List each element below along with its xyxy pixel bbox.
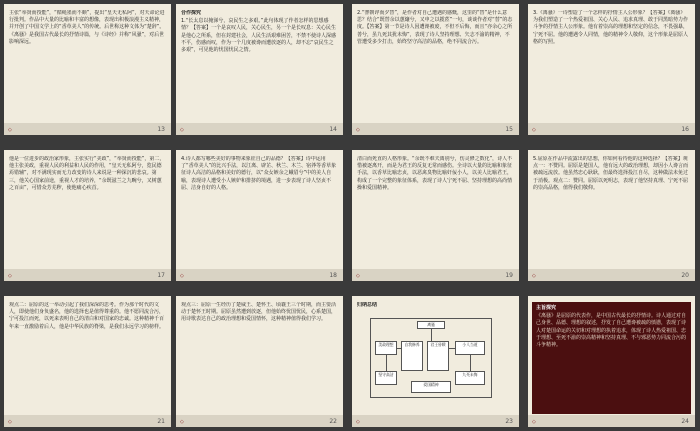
slide-number: 18 [329, 272, 337, 279]
slide-thumbnail-19[interactable] [352, 150, 519, 281]
slide-body-text: 1.“长太息以掩涕兮，哀民生之多艰。”此句体现了作者怎样的思想感情？【答案】一个是哀叹人民，关心民生，另一个是长叹息：关心民生是他心之所系，但在封建社会，人民生活艰难困苦，不禁不使诗人深感不平，伤感而叹，作为一个几度被谗而遭放逐的人，却不忘“哀民生之多艰”，可见他的忧国忧民之情。 [181, 18, 337, 54]
slide-number: 15 [505, 126, 513, 133]
slide-footer [352, 269, 519, 281]
slide-body-text: 观点二：屈原的这一举动引起了我们深深的思考。作为那个时代的文人，即使他们身负盛名，他的选择也是值得尊重的。他不愿同流合污，宁可投江而死，以死来表明自己的清白和对国家的忠诚。这种精神千百年来一直激励着后人，他是中华民族的脊梁，是我们永远学习的榜样。 [9, 302, 165, 330]
slide-marker-icon: ◇ [8, 273, 12, 279]
slide-footer [176, 123, 343, 135]
diagram-box: 离骚 [417, 321, 445, 329]
slide-number: 20 [681, 272, 689, 279]
slide-thumbnail-23[interactable] [352, 296, 519, 427]
slide-footer [176, 269, 343, 281]
diagram-box: 美政理想 [375, 341, 397, 355]
slide-number: 13 [157, 126, 165, 133]
slide-content [9, 156, 166, 268]
slide-thumbnail-20[interactable] [528, 150, 695, 281]
slide-footer [4, 269, 171, 281]
slide-title: 归纳总结 [357, 302, 378, 308]
slide-content [533, 156, 690, 268]
slide-content [9, 302, 166, 414]
slide-thumbnail-17[interactable] [4, 150, 171, 281]
slide-footer [528, 415, 695, 427]
summary-diagram [370, 318, 492, 398]
diagram-connector [397, 348, 401, 349]
slide-marker-icon: ◇ [356, 419, 360, 425]
slide-thumbnail-15[interactable] [352, 4, 519, 135]
slide-title: 主旨探究 [536, 305, 557, 311]
slide-footer [352, 415, 519, 427]
slide-content [533, 10, 690, 122]
slide-number: 22 [329, 418, 337, 425]
slide-content [181, 10, 338, 122]
slide-thumbnail-14[interactable] [176, 4, 343, 135]
diagram-box: 爱国精神 [411, 381, 451, 393]
slide-body-text: 2.“謇朝谇而夕替”，是作者对自己遭遇的感慨，这里的“替”是什么意思？结合“既替余以蕙纕兮，又申之以揽茝”一句，谈谈作者对“替”的态度。【答案】第一节是诗人因遭谗被废，不但不后悔，而且“亦余心之所善兮，虽九死其犹未悔”，表现了诗人坚持理想、矢志不渝的精神，不管遭受多少打击，始终坚守高洁的品格，绝不同流合污。 [357, 10, 513, 45]
slide-body-text: 观点三：屈原一生经历了楚威王、楚怀王、顷襄王三个时期，而主要活动于楚怀王时期。屈原虽然遭到放逐，但他始终忧国忧民，心系楚国，用诗歌表达自己的政治理想和爱国情怀，这种精神值得我们学习。 [181, 302, 337, 323]
diagram-box: 九死未悔 [455, 371, 485, 385]
slide-marker-icon: ◇ [8, 419, 12, 425]
diagram-box: 君王昏聩 [427, 341, 449, 371]
slide-footer [4, 415, 171, 427]
slide-footer [528, 123, 695, 135]
slide-marker-icon: ◇ [532, 127, 536, 133]
slide-content [181, 302, 338, 414]
slide-thumbnail-22[interactable] [176, 296, 343, 427]
slide-body-text: 4.诗人都写哪些美好的事物来象征自己的品德？【答案】诗中运用了“香草美人”的比兴手法，以江离、辟芷、秋兰、木兰、宿莽等香草象征诗人高洁的品格和美好的德行，以“众女嫉余之蛾眉兮”中的美人自喻，表现诗人遭受小人嫉妒和排挤的境遇，进一步表现了诗人坚贞不屈、洁身自好的人格。 [181, 156, 337, 191]
slide-marker-icon: ◇ [180, 419, 184, 425]
slide-body-text: 5.屈原在作品中流露出的思想，你如何看待他的这种选择？【答案】观点一：不赞同。屈原是楚国人，他有远大的政治理想，却因小人谗言而被疏远流放。他虽然忠心耿耿，但最终选择投江自尽，这种做法未免过于消极。观点二：赞同。屈原以死明志，表现了他坚持真理、宁死不屈的崇高品格，值得我们敬仰。 [533, 156, 689, 191]
slide-content [357, 156, 514, 268]
slide-thumbnail-24[interactable] [528, 296, 695, 427]
diagram-box: 小人当道 [455, 341, 485, 355]
diagram-connector [449, 348, 455, 349]
slide-number: 24 [681, 418, 689, 425]
slide-marker-icon: ◇ [532, 273, 536, 279]
slide-body-text: 清白而死直的人格形象。“余既不难夫离别兮，伤灵修之数化”，诗人不惜被逐离开，而是为君王的反复无常而感伤。全诗以大量的比喻和象征手法，以香草比喻忠贞，以恶禽臭物比喻奸佞小人，以美人比喻君王，构成了一个完整的象征体系，表现了诗人宁死不屈、坚持理想的高尚情操和爱国精神。 [357, 156, 513, 191]
diagram-box: 坚守高洁 [375, 371, 397, 385]
slide-footer [4, 123, 171, 135]
slide-marker-icon: ◇ [532, 419, 536, 425]
slide-thumbnail-18[interactable] [176, 150, 343, 281]
slide-thumbnail-21[interactable] [4, 296, 171, 427]
slide-thumbnail-13[interactable] [4, 4, 171, 135]
slide-content [532, 302, 691, 414]
slide-number: 14 [329, 126, 337, 133]
slide-title: 合作探究 [181, 10, 202, 16]
slide-content [357, 10, 514, 122]
slide-marker-icon: ◇ [8, 127, 12, 133]
slide-body-text: 《离骚》是屈原的代表作，是中国古代最长的抒情诗。诗人通过对自己身世、品德、理想的叙述，抒发了自己遭谗被疏的愤懑，表现了诗人对楚国命运的关切和对理想的执着追求，体现了诗人热爱祖国、忠于理想、至死不渝的崇高精神和坚持真理、不与邪恶势力同流合污的斗争精神。 [536, 313, 687, 349]
slide-number: 21 [157, 418, 165, 425]
slide-marker-icon: ◇ [356, 273, 360, 279]
slide-marker-icon: ◇ [180, 127, 184, 133]
diagram-box: 自我修养 [401, 341, 423, 371]
slide-content [9, 10, 166, 122]
diagram-connector [470, 355, 471, 371]
slide-footer [352, 123, 519, 135]
slide-number: 16 [681, 126, 689, 133]
slide-footer [176, 415, 343, 427]
slide-number: 19 [505, 272, 513, 279]
slide-thumbnail-16[interactable] [528, 4, 695, 135]
diagram-connector [386, 355, 387, 371]
slide-number: 23 [505, 418, 513, 425]
diagram-connector [431, 329, 432, 341]
slide-body-text: 3.《离骚》一诗塑造了一个怎样的抒情主人公形象？【答案】《离骚》为我们塑造了一个热爱祖国、关心人民、追求真理、敢于同黑暗势力作斗争的抒情主人公形象。他有着崇高的理想和坚定的信念，不畏强暴，宁死不屈。他的遭遇令人同情，他的精神令人敬仰，这个形象是屈原人格的写照。 [533, 10, 689, 45]
slide-marker-icon: ◇ [180, 273, 184, 279]
slide-content [181, 156, 338, 268]
slide-marker-icon: ◇ [356, 127, 360, 133]
slide-footer [528, 269, 695, 281]
slide-body-text: 他是一位进步的政治家形象，主张实行“美政”，“举贤而授能”，第二，他主张美政，重视人民的利益和人民的作用，“皇天无私阿兮，览民德焉错辅”，对不满现实而无力改变的诗人来说是一种深沉的悲哀。第三，他关心国家前途，重视人才的培养，“余既滋兰之九畹兮，又树蕙之百亩”，可惜众芳芜秽，使他痛心疾首。 [9, 156, 165, 191]
slide-number: 17 [157, 272, 165, 279]
slide-body-text: 主张“举贤而授能”，“循绳墨而不颇”，提出“皇天无私阿”，对天命论进行批判。作品中大量的比喻和丰富的想像，表现出积极浪漫主义精神，并开创了中国文学上的“香草美人”的传统。后世称这种文体为“楚辞”。《离骚》是我国古代最长的抒情诗篇，与《诗经》并称“风骚”，对后世影响深远。 [9, 10, 165, 45]
